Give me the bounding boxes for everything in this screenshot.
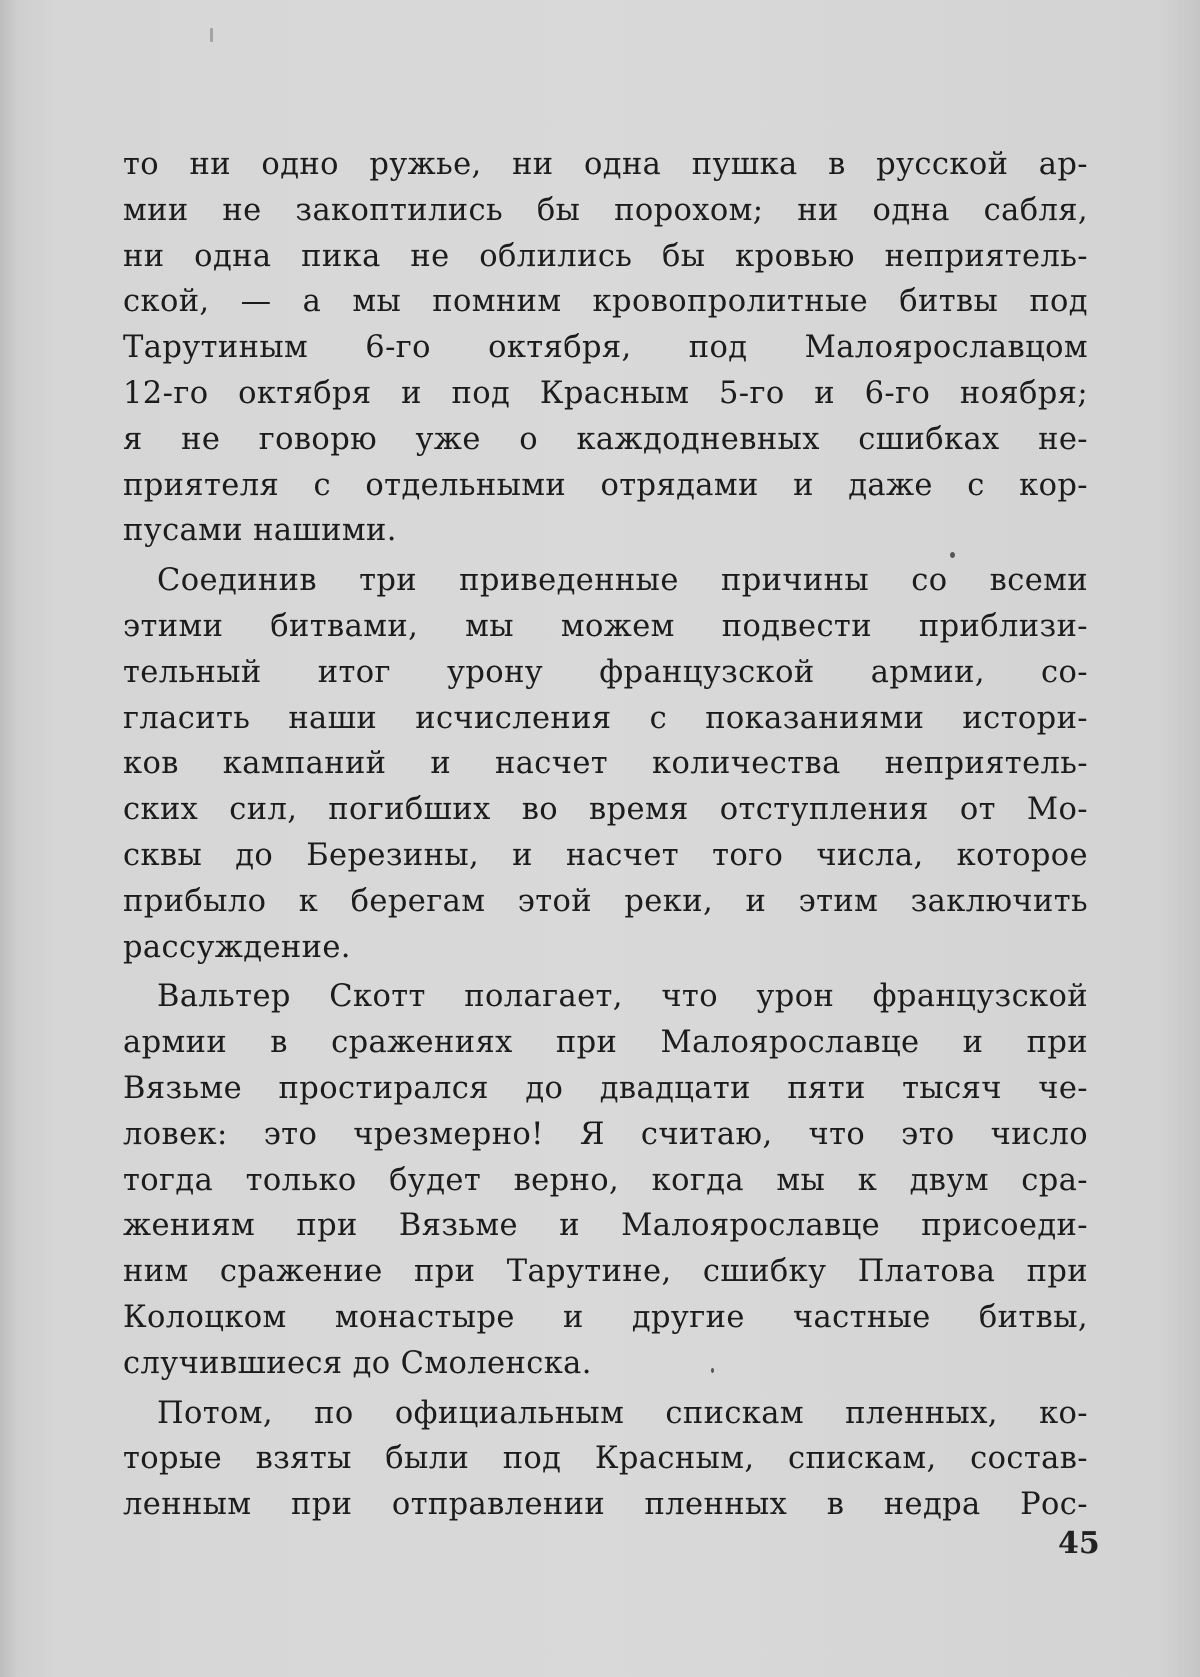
text-line: жениям при Вязьме и Малоярославце присоеди-	[123, 1208, 1088, 1244]
text-line: то ни одно ружье, ни одна пушка в русской ар-	[123, 147, 1088, 182]
paragraph-3	[123, 974, 1088, 1386]
text-line: Потом, по официальным спискам пленных, ко-	[157, 1395, 1088, 1431]
text-line: армии в сражениях при Малоярославце и при	[123, 1025, 1088, 1061]
text-line: я не говорю уже о каждодневных сшибках не-	[123, 421, 1088, 457]
text-line: Вязьме простирался до двадцати пяти тысяч че-	[123, 1070, 1088, 1106]
text-line: ских сил, погибших во время отступления от Мо-	[123, 792, 1088, 828]
print-speck	[711, 1368, 714, 1373]
text-line: торые взяты были под Красным, спискам, состав-	[123, 1441, 1088, 1477]
text-line: Тарутиным 6-го октября, под Малоярославцом	[123, 330, 1088, 366]
text-line: пусами нашими.	[123, 513, 397, 549]
text-line: Колоцком монастыре и другие частные битвы,	[123, 1299, 1088, 1335]
text-line: этими битвами, мы можем подвести приблизи-	[123, 608, 1088, 644]
text-line: сквы до Березины, и насчет того числа, которое	[123, 837, 1088, 873]
text-line: ков кампаний и насчет количества неприятель-	[123, 746, 1088, 782]
text-line: Вальтер Скотт полагает, что урон французской	[157, 979, 1088, 1015]
paragraph-1	[123, 142, 1088, 554]
text-line: мии не закоптились бы порохом; ни одна сабля,	[123, 192, 1088, 228]
text-line: ской, — а мы помним кровопролитные битвы под	[123, 284, 1088, 320]
text-line: гласить наши исчисления с показаниями истори-	[123, 700, 1088, 736]
text-line: Соединив три приведенные причины со всеми	[157, 563, 1088, 599]
print-speck	[210, 28, 213, 42]
text-line: прибыло к берегам этой реки, и этим заключить	[123, 883, 1088, 919]
text-line: ни одна пика не облились бы кровью неприятель-	[123, 238, 1088, 274]
text-line: ловек: это чрезмерно! Я считаю, что это число	[123, 1116, 1088, 1152]
text-line: 12-го октября и под Красным 5-го и 6-го ноября;	[123, 375, 1088, 411]
print-speck	[950, 552, 955, 558]
text-line: приятеля с отдельными отрядами и даже с кор-	[123, 467, 1088, 503]
paragraph-2	[123, 558, 1088, 970]
text-line: случившиеся до Смоленска.	[123, 1345, 592, 1381]
text-line: ленным при отправлении пленных в недра Рос-	[123, 1487, 1088, 1523]
text-line: тогда только будет верно, когда мы к двум сра-	[123, 1162, 1088, 1198]
paragraph-4	[123, 1391, 1088, 1528]
page-number: 45	[1058, 1526, 1100, 1561]
text-line: рассуждение.	[123, 929, 351, 965]
body-text	[123, 142, 1088, 1532]
text-line: тельный итог урону французской армии, со-	[123, 654, 1088, 690]
text-line: ним сражение при Тарутине, сшибку Платова при	[123, 1254, 1088, 1290]
